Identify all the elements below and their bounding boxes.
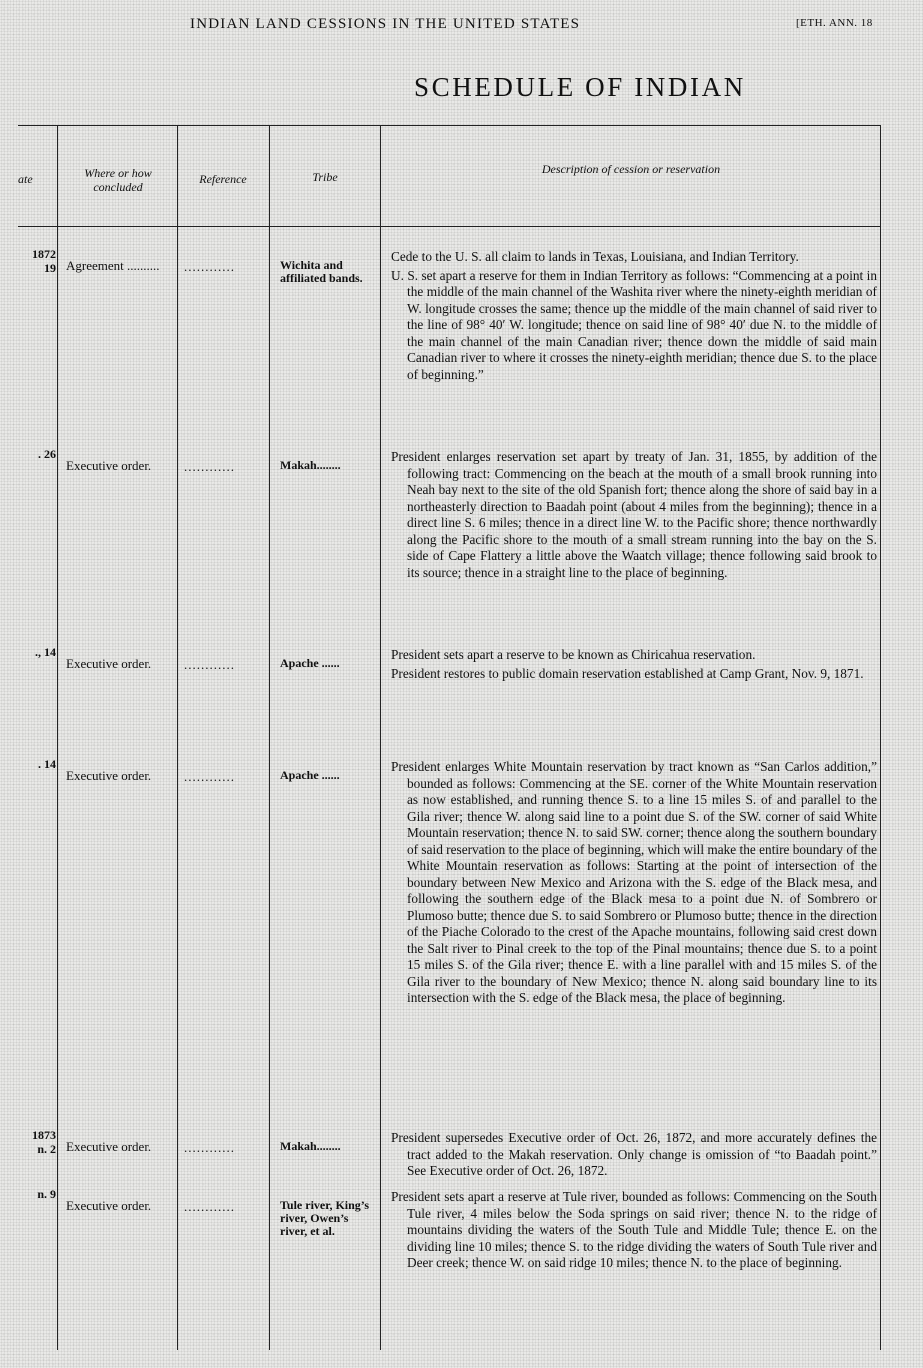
row-how-concluded: Executive order. [66,1198,152,1213]
row-description [391,1189,877,1274]
row-tribe: Apache ...... [280,656,340,670]
description-paragraph: Cede to the U. S. all claim to lands in Texas, Louisiana, and Indian Territory. [391,249,799,264]
row-description [391,647,877,684]
col-header-how: Where or how concluded [84,166,152,194]
column-rule [269,125,270,1350]
row-date: . 14 [38,757,56,771]
row-date: 1872 19 [32,247,56,275]
col-header-reference: Reference [199,172,247,186]
column-rule [177,125,178,1350]
row-date: 1873 n. 2 [32,1128,56,1156]
row-how-concluded: Executive order. [66,1139,152,1154]
row-reference: ............ [184,769,235,784]
row-description [391,759,877,1009]
row-reference: ............ [184,1199,235,1214]
row-how-concluded: Executive order. [66,656,152,671]
col-header-tribe: Tribe [312,170,338,184]
col-header-date: ate [18,172,33,186]
column-rule [380,125,381,1350]
row-how-concluded: Agreement .......... [66,258,160,273]
description-paragraph: President restores to public domain reservation established at Camp Grant, Nov. 9, 1871. [391,665,864,681]
row-reference: ............ [184,259,235,274]
column-rule [57,125,58,1350]
row-description [391,249,877,385]
row-reference: ............ [184,1140,235,1155]
row-date: . 26 [38,447,56,461]
description-paragraph: U. S. set apart a reserve for them in Indian Territory as follows: “Commencing at a point in the middle of the main channel of the Washita river where the ninety-eighth meridian of W. longitude crosses the same; thence up the middle of the main channel of said river to the line of 98° 40′ W. longitude; thence on said line of 98° 40′ due N. to the middle of the main channel of the main Canadian river; thence down the middle of said main Canadian river to where it crosses the ninety-eighth meridian; thence due S. to the place of beginning.” [391,267,877,382]
row-tribe: Wichita and affiliated bands. [280,258,363,285]
col-header-description: Description of cession or reservation [541,162,721,176]
running-head: INDIAN LAND CESSIONS IN THE UNITED STATES [190,16,581,32]
row-reference: ............ [184,459,235,474]
description-paragraph: President enlarges White Mountain reservation by tract known as “San Carlos addition,” bounded as follows: Commencing at the SE. corner of the White Mountain reservation as now established, and running thence S. to a line 15 miles S. of and parallel to the Gila river; thence W. along said line to a point due S. of the SW. corner of said White Mountain reservation; thence N. to said SW. corner; thence along the southern boundary of said reservation to the place of beginning, which will make the entire boundary of the White Mountain reservation as follows: Starting at the point of intersection of the boundary between New Mexico and Arizona with the S. edge of the Black mesa, and following the southern edge of the Black mesa to a point due N. of Sombrero or Plumoso butte; thence due S. to said Sombrero or Plumoso butte; thence in the direction of the Piache Colorado to the crest of the Apache mountains, following said crest down the Salt river to Pinal creek to the top of the Pinal mountains; thence due S. to a point 15 miles S. of the Gila river; thence E. with a line parallel with and 15 miles S. of the Gila river to the boundary of New Mexico; thence N. along said boundary line to its intersection with the S. edge of the Black mesa, the place of beginning. [391,759,877,1005]
row-date: n. 9 [37,1187,56,1201]
row-tribe: Makah........ [280,458,341,472]
row-how-concluded: Executive order. [66,768,152,783]
description-paragraph: President supersedes Executive order of Oct. 26, 1872, and more accurately defines the tract added to the Makah reservation. Only change is omission of “to Baadah point.” See Executive order of Oct. 26, 1872. [391,1130,877,1178]
table-top-rule [18,125,880,126]
column-rule [880,125,881,1350]
row-date: ., 14 [35,645,56,659]
header-bottom-rule [18,226,880,227]
description-paragraph: President enlarges reservation set apart by treaty of Jan. 31, 1855, by addition of the following tract: Commencing on the beach at the mouth of a small brook running into Neah bay next to the site of the old Spanish fort; thence along the shore of said bay in a northeasterly direction to Baadah point (about 4 miles from the beginning); thence in a direct line S. 6 miles; thence in a direct line W. to the Pacific shore; thence northwardly along the Pacific shore to the mouth of a small stream running into the bay on the S. side of Cape Flattery a little above the Waatch village; thence following said brook to its source; thence in a straight line to the place of beginning. [391,449,877,580]
description-paragraph: President sets apart a reserve at Tule river, bounded as follows: Commencing on the South Tule river, 4 miles below the Soda springs on said river; thence N. to the ridge of mountains dividing the waters of the South Tule and Middle Tule; thence E. on the dividing line 10 miles; thence S. to the ridge dividing the waters of South Tule river and Deer creek; thence W. on said ridge 10 miles; thence N. to the place of beginning. [391,1189,877,1270]
row-tribe: Apache ...... [280,768,340,782]
row-description [391,449,877,583]
running-head-right: [ETH. ANN. 18 [796,17,873,29]
row-description [391,1130,877,1182]
row-tribe: Tule river, King’s river, Owen’s river, et al. [280,1198,370,1238]
row-tribe: Makah........ [280,1139,341,1153]
row-how-concluded: Executive order. [66,458,152,473]
description-paragraph: President sets apart a reserve to be known as Chiricahua reservation. [391,647,756,662]
row-reference: ............ [184,657,235,672]
schedule-title: SCHEDULE OF INDIAN [414,72,746,102]
